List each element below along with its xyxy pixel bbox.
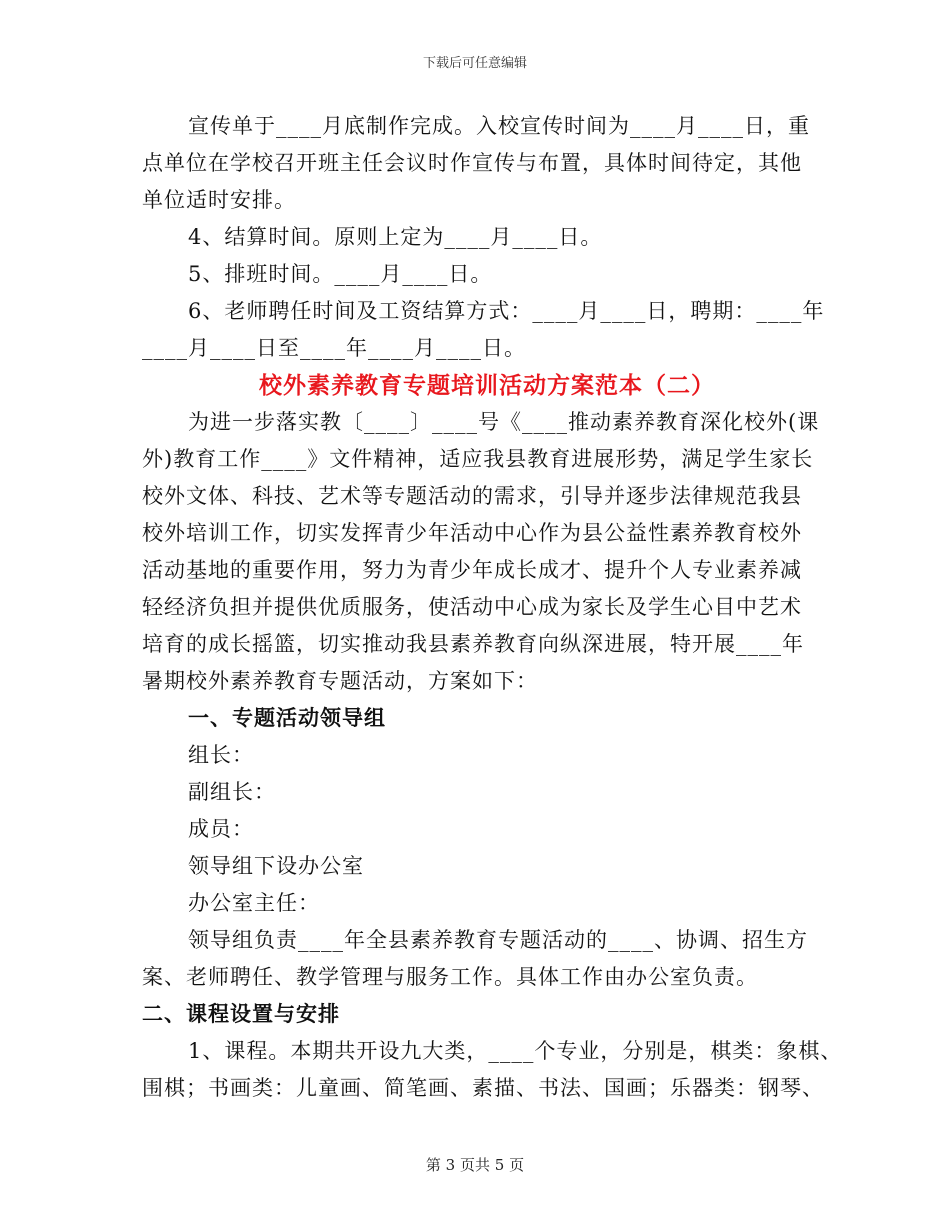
paragraph-line: 外)教育工作____》文件精神，适应我县教育进展形势，满足学生家长 [142, 447, 814, 471]
paragraph-line: 1、课程。本期共开设九大类，____个专业，分别是，棋类：象棋、 [188, 1039, 843, 1063]
paragraph-line: 点单位在学校召开班主任会议时作宣传与布置，具体时间待定，其他 [142, 151, 802, 175]
paragraph-line: 暑期校外素养教育专题活动，方案如下： [142, 669, 538, 693]
paragraph-line: 围棋；书画类：儿童画、简笔画、素描、书法、国画；乐器类：钢琴、 [142, 1076, 824, 1100]
paragraph-line: ____月____日至____年____月____日。 [142, 336, 526, 360]
paragraph-line: 领导组下设办公室 [188, 854, 364, 878]
page-footer: 第 3 页共 5 页 [425, 1156, 525, 1174]
section-heading: 一、专题活动领导组 [188, 706, 386, 730]
paragraph-line: 校外培训工作，切实发挥青少年活动中心作为县公益性素养教育校外 [142, 521, 802, 545]
paragraph-line: 为进一步落实教〔____〕____号《____推动素养教育深化校外(课 [188, 410, 820, 434]
paragraph-line: 案、老师聘任、教学管理与服务工作。具体工作由办公室负责。 [142, 965, 758, 989]
paragraph-line: 4、结算时间。原则上定为____月____日。 [188, 225, 603, 249]
paragraph-line: 单位适时安排。 [142, 188, 296, 212]
paragraph-line: 领导组负责____年全县素养教育专题活动的____、协调、招生方 [188, 928, 808, 952]
paragraph-line: 6、老师聘任时间及工资结算方式：____月____日，聘期：____年 [188, 299, 825, 323]
document-body [142, 108, 843, 1107]
paragraph-line: 轻经济负担并提供优质服务，使活动中心成为家长及学生心目中艺术 [142, 595, 802, 619]
paragraph-line: 成员： [188, 817, 254, 841]
page-header: 下载后可任意编辑 [422, 56, 527, 71]
paragraph-line: 宣传单于____月底制作完成。入校宣传时间为____月____日，重 [188, 114, 810, 138]
paragraph-line: 副组长： [188, 780, 276, 804]
paragraph-line: 培育的成长摇篮，切实推动我县素养教育向纵深进展，特开展____年 [142, 632, 804, 656]
paragraph-line: 组长： [188, 743, 254, 767]
section-heading: 二、课程设置与安排 [142, 1002, 340, 1026]
paragraph-line: 办公室主任： [188, 891, 320, 915]
paragraph-line: 5、排班时间。____月____日。 [188, 262, 493, 286]
section-title: 校外素养教育专题培训活动方案范本（二） [259, 372, 715, 399]
paragraph-line: 活动基地的重要作用，努力为青少年成长成才、提升个人专业素养减 [142, 558, 802, 582]
paragraph-line: 校外文体、科技、艺术等专题活动的需求，引导并逐步法律规范我县 [142, 484, 802, 508]
